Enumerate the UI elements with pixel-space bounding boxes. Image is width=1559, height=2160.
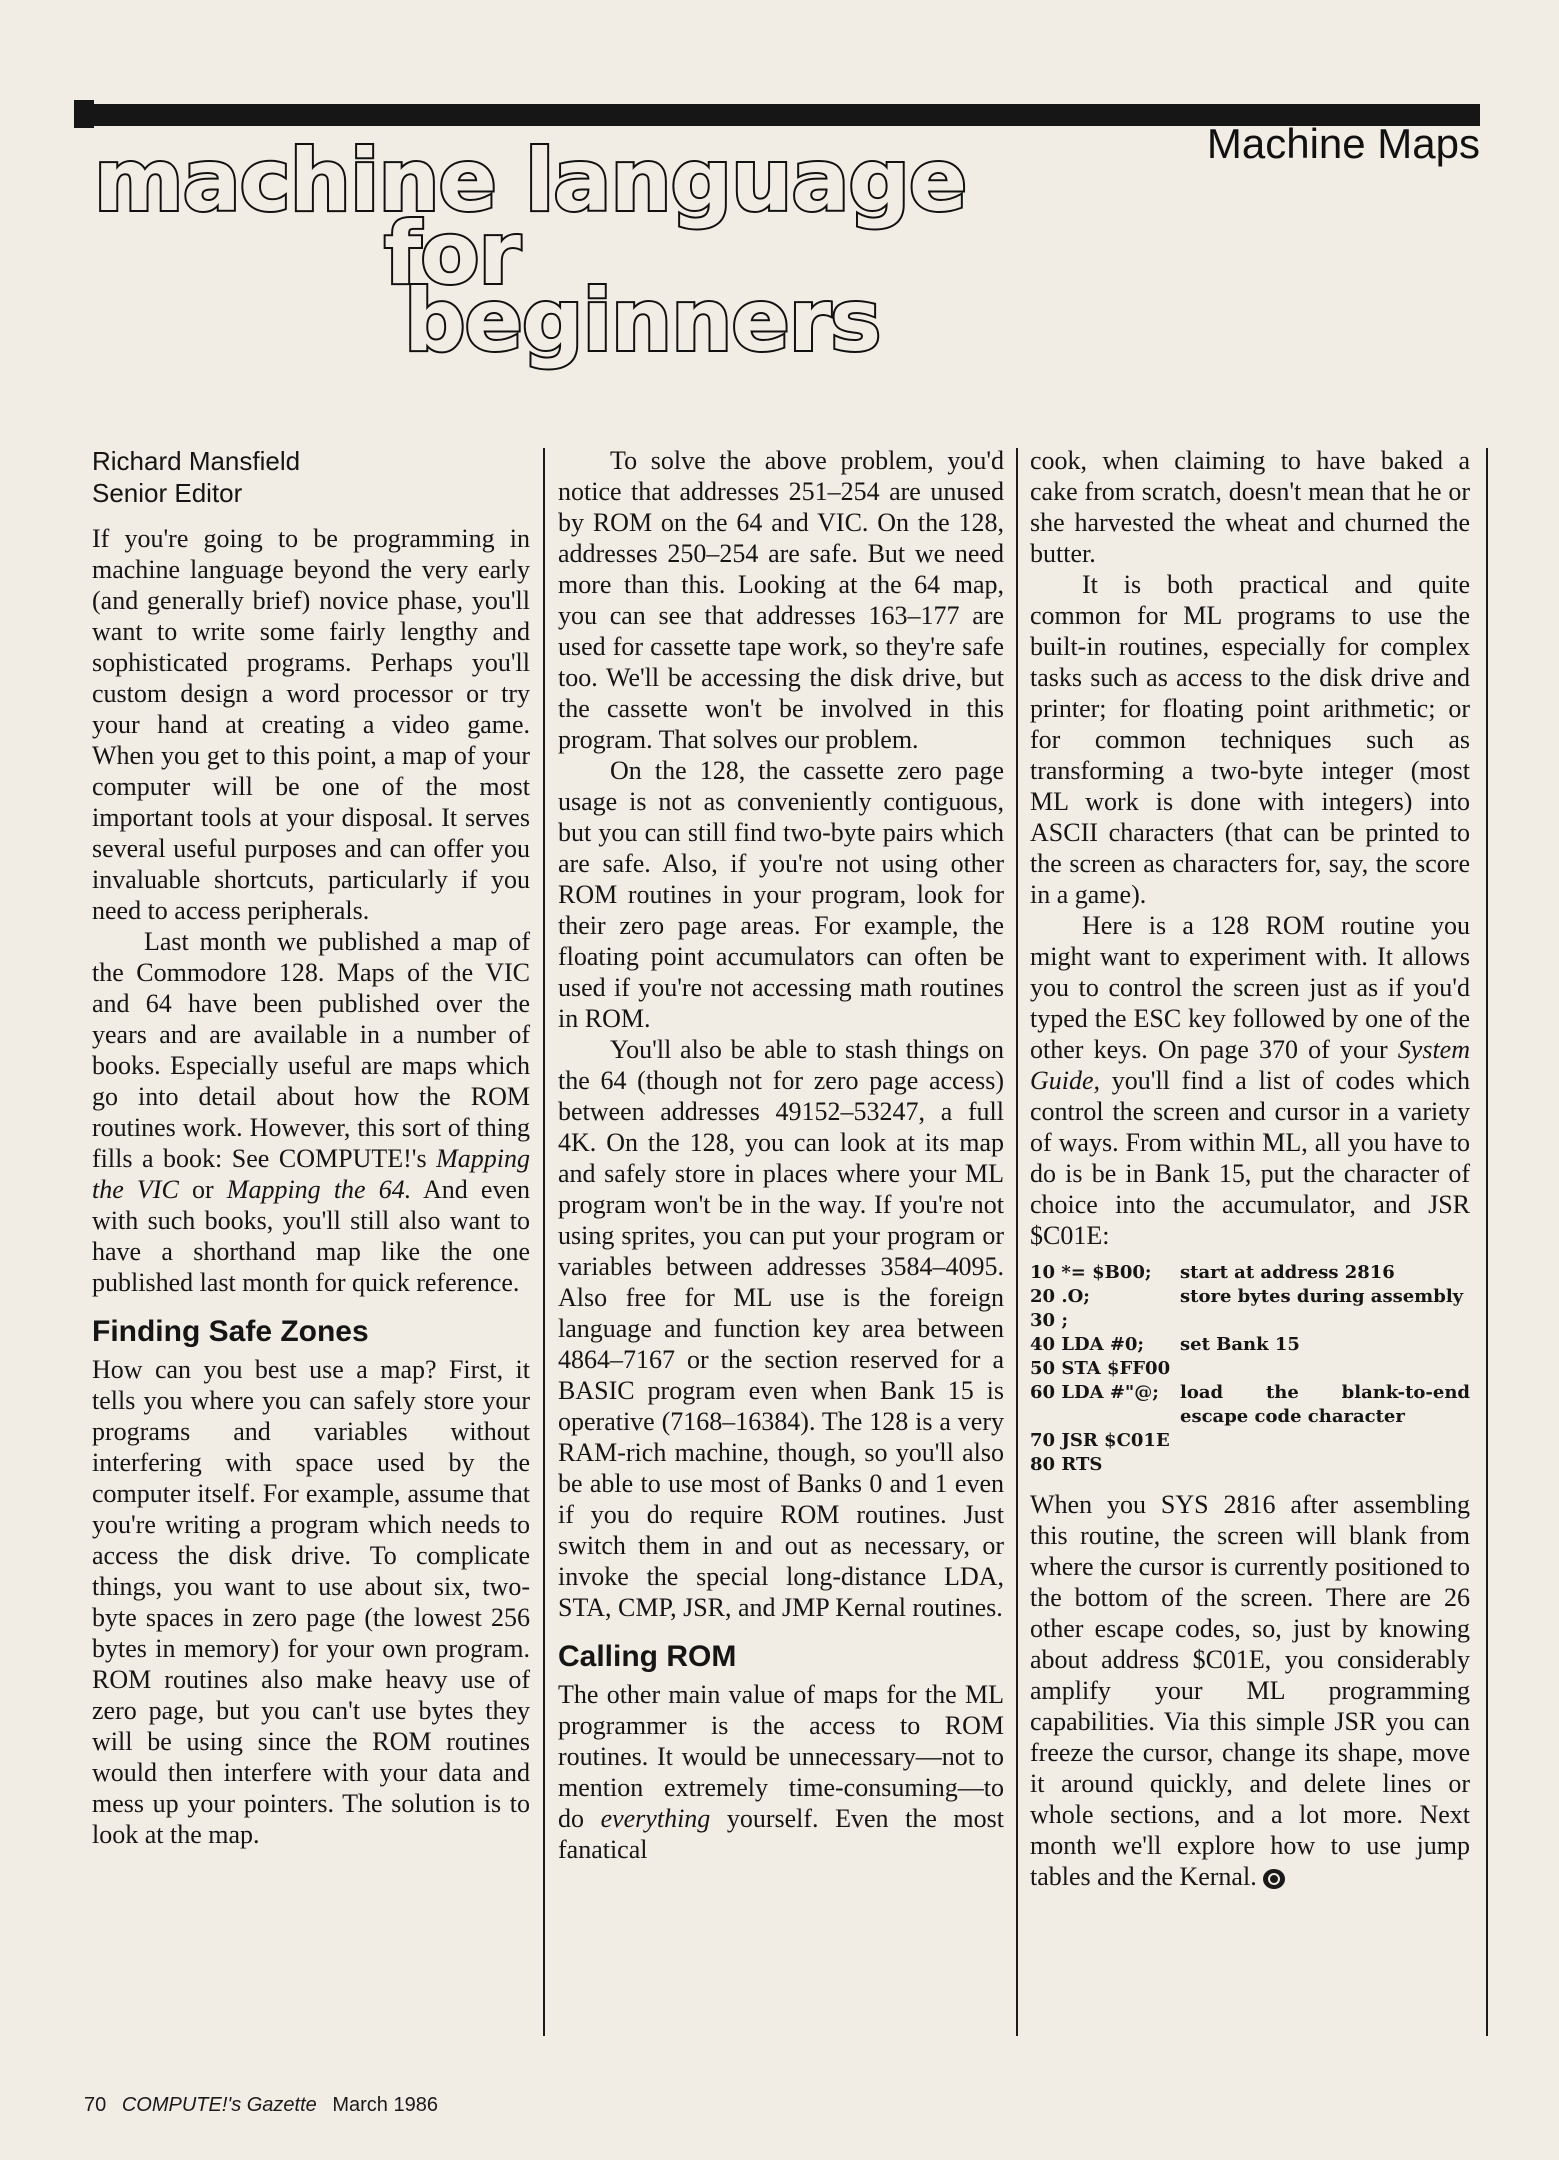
author-name: Richard Mansfield bbox=[92, 446, 301, 476]
code-row bbox=[1030, 1453, 1470, 1477]
code-row bbox=[1030, 1309, 1470, 1333]
paragraph: You'll also be able to stash things on the 64 (though not for zero page access) between addresses 49152–53247, a full 4K. On the 128, you can look at its map and safely store in places where your ML program won't be in the way. If you're not using sprites, you can put your program or variables between addresses 3584–4095. Also free for ML use is the foreign language and function key area between 4864–7167 or the section reserved for a BASIC program even when Bank 15 is operative (7168–16384). The 128 is a very RAM-rich machine, though, so you'll also be able to use most of Banks 0 and 1 even if you do require ROM routines. Just switch them in and out as necessary, or invoke the special long-distance LDA, STA, CMP, JSR, and JMP Kernal routines. bbox=[558, 1035, 1004, 1622]
page-footer bbox=[84, 2094, 438, 2117]
paragraph: cook, when claiming to have baked a cake from scratch, doesn't mean that he or she harvested the wheat and churned the butter. bbox=[1030, 446, 1470, 568]
code-row bbox=[1030, 1381, 1470, 1429]
end-of-article-icon bbox=[1263, 1869, 1285, 1889]
code-comment: load the blank-to-end escape code character bbox=[1180, 1382, 1470, 1427]
author-role: Senior Editor bbox=[92, 478, 243, 508]
code-line: 80 RTS bbox=[1030, 1454, 1103, 1475]
book-title: System Guide, bbox=[1030, 1035, 1470, 1095]
text-run: yourself. Even the most fanatical bbox=[558, 1804, 1004, 1864]
code-line: 60 LDA #"@; bbox=[1030, 1382, 1159, 1403]
paragraph: If you're going to be programming in machine language beyond the very early (and generally brief) novice phase, you'll want to write some fairly lengthy and sophisticated programs. Perhaps you'll custom design a word processor or try your hand at creating a video game. When you get to this point, a map of your computer will be one of the most important tools at your disposal. It serves several useful purposes and can offer you invaluable shortcuts, particularly if you need to access peripherals. bbox=[92, 524, 530, 925]
logo-line-3: beginners bbox=[404, 271, 881, 371]
text-run: The other main value of maps for the ML programmer is the access to ROM routines. It would be unnecessary—not to mention extremely time-consuming—to do bbox=[558, 1680, 1004, 1833]
subhead-finding-safe-zones: Finding Safe Zones bbox=[92, 1315, 369, 1348]
code-line: 70 JSR $C01E bbox=[1030, 1430, 1170, 1451]
text-run: Here is a 128 ROM routine you might want to experiment with. It allows you to control the screen just as if you'd typed the ESC key followed by one of the other keys. On page 370 of your bbox=[1030, 911, 1470, 1064]
code-line: 40 LDA #0; bbox=[1030, 1334, 1145, 1355]
code-row bbox=[1030, 1333, 1470, 1357]
paragraph bbox=[1030, 1489, 1470, 1892]
code-line: 50 STA $FF00 bbox=[1030, 1358, 1171, 1379]
book-title: Mapping the VIC bbox=[92, 1144, 530, 1204]
code-comment: start at address 2816 bbox=[1180, 1262, 1395, 1283]
code-row bbox=[1030, 1261, 1470, 1285]
paragraph: How can you best use a map? First, it tells you where you can safely store your programs and variables without interfering with space used by the computer itself. For example, assume that you're writing a program which needs to access the disk drive. To complicate things, you want to use about six, two-byte spaces in zero page (the lowest 256 bytes in memory) for your own program. ROM routines also make heavy use of zero page, but you can't use bytes they will be using since the ROM routines would then interfere with your data and mess up your pointers. The solution is to look at the map. bbox=[92, 1355, 530, 1849]
code-line: 20 .O; bbox=[1030, 1286, 1090, 1307]
code-listing bbox=[1030, 1261, 1470, 1477]
code-comment: store bytes during assembly bbox=[1180, 1286, 1464, 1307]
column-rule bbox=[543, 448, 545, 2036]
text-run: Last month we published a map of the Commodore 128. Maps of the VIC and 64 have been published over the years and are available in a number of books. Especially useful are maps which go into detail about how the ROM routines work. However, this sort of thing fills a book: See COMPUTE!'s bbox=[92, 927, 530, 1173]
book-title: Mapping the 64. bbox=[226, 1175, 412, 1204]
paragraph: On the 128, the cassette zero page usage is not as conveniently contiguous, but you can still find two-byte pairs which are safe. Also, if you're not using other ROM routines in your program, look for their zero page areas. For example, the floating point accumulators can often be used if you're not accessing math routines in ROM. bbox=[558, 756, 1004, 1033]
paragraph bbox=[92, 926, 530, 1298]
magazine-name: COMPUTE!'s Gazette bbox=[121, 2094, 317, 2116]
emphasis: everything bbox=[600, 1804, 711, 1833]
article-column-3 bbox=[1030, 445, 1470, 2040]
code-row bbox=[1030, 1285, 1470, 1309]
byline bbox=[92, 445, 530, 509]
code-line: 30 ; bbox=[1030, 1310, 1068, 1331]
paragraph bbox=[558, 1679, 1004, 1865]
section-title: Machine Maps bbox=[1206, 120, 1480, 167]
subhead-calling-rom: Calling ROM bbox=[558, 1640, 737, 1673]
issue-date: March 1986 bbox=[332, 2094, 438, 2116]
code-row bbox=[1030, 1429, 1470, 1453]
text-run: And even with such books, you'll still also want to have a shorthand map like the one published last month for quick reference. bbox=[92, 1175, 530, 1297]
column-rule bbox=[1016, 448, 1018, 2036]
code-comment: set Bank 15 bbox=[1180, 1334, 1300, 1355]
paragraph: To solve the above problem, you'd notice that addresses 251–254 are unused by ROM on the 64 and VIC. On the 128, addresses 250–254 are safe. But we need more than this. Looking at the 64 map, you can see that addresses 163–177 are used for cassette tape work, so they're safe too. We'll be accessing the disk drive, but the cassette won't be involved in this program. That solves our problem. bbox=[558, 446, 1004, 754]
text-run: When you SYS 2816 after assembling this routine, the screen will blank from where the cursor is currently positioned to the bottom of the screen. There are 26 other escape codes, so, just by knowing about address $C01E, you considerably amplify your ML programming capabilities. Via this simple JSR you can freeze the cursor, change its shape, move it around quickly, and delete lines or whole sections, and a lot more. Next month we'll explore how to use jump tables and the Kernal. bbox=[1030, 1490, 1470, 1891]
logo-line-1: machine language bbox=[94, 131, 967, 231]
article-column-1 bbox=[92, 445, 530, 2040]
logo-line-2: for bbox=[384, 204, 520, 304]
text-run: or bbox=[178, 1175, 227, 1204]
column-logo bbox=[88, 118, 967, 371]
code-line: 10 *= $B00; bbox=[1030, 1262, 1152, 1283]
paragraph: It is both practical and quite common for ML programs to use the built-in routines, especially for complex tasks such as access to the disk drive and printer; for floating point arithmetic; or for common techniques such as transforming a two-byte integer (most ML work is done with integers) into ASCII characters (that can be printed to the screen as characters for, say, the score in a game). bbox=[1030, 570, 1470, 909]
code-row bbox=[1030, 1357, 1470, 1381]
article-column-2 bbox=[558, 445, 1004, 2040]
text-run: you'll find a list of codes which control the screen and cursor in a variety of ways. From within ML, all you have to do is be in Bank 15, put the character of choice into the accumulator, and JSR $C01E: bbox=[1030, 1066, 1470, 1250]
column-rule bbox=[1486, 448, 1488, 2036]
paragraph bbox=[1030, 910, 1470, 1251]
page-number: 70 bbox=[84, 2094, 107, 2116]
